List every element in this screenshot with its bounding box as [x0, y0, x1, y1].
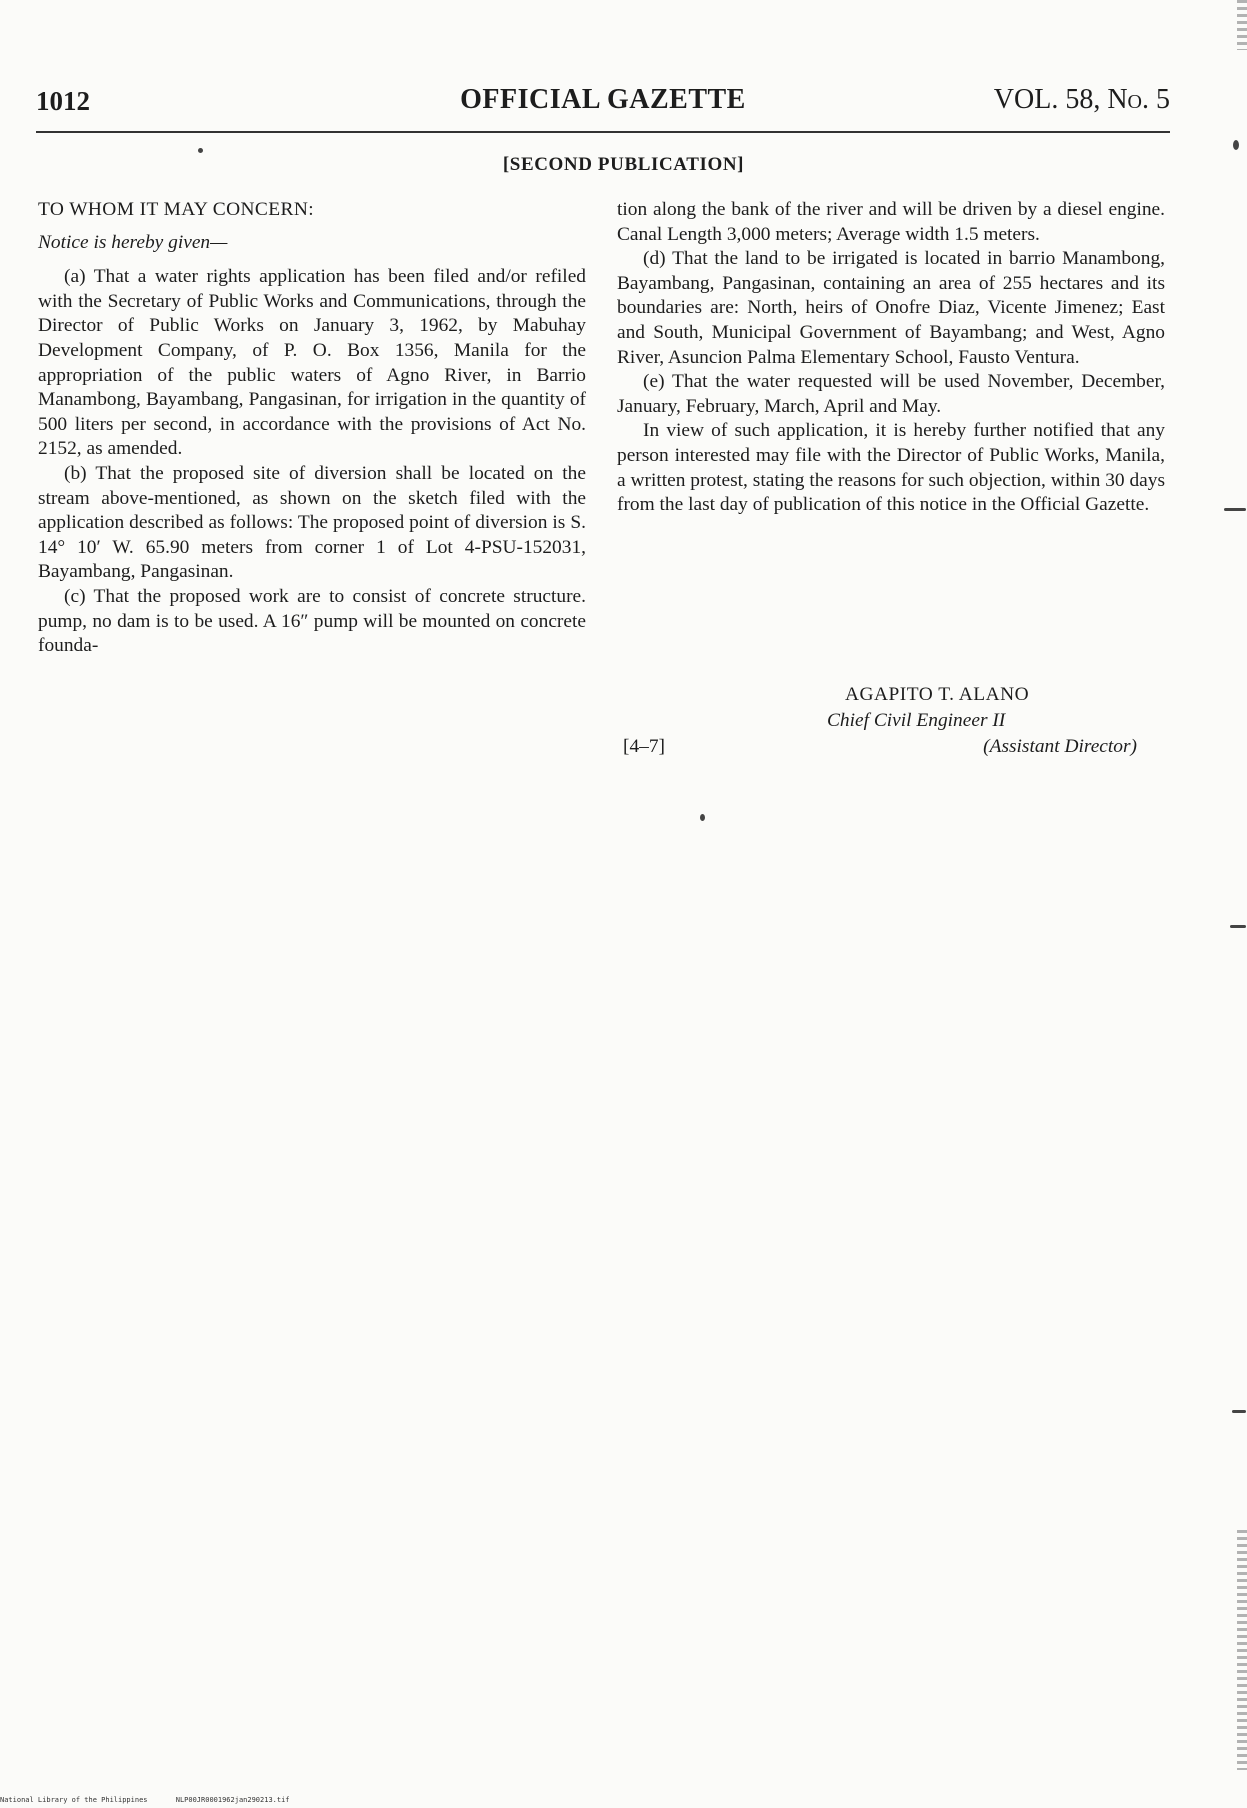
page-header: [36, 78, 1170, 122]
paragraph-d: (d) That the land to be irrigated is located in barrio Manambong, Bayambang, Pangasinan, containing an area of 255 hectares and its boundaries are: North, heirs of Onofre Diaz, Vicente Jimenez; East and South, Municipal Government of Bayambang; and West, Agno River, Asuncion Palma Elementary School, Fausto Ventura.: [617, 248, 1165, 368]
scan-speck: [198, 148, 203, 153]
closing-paragraph: In view of such application, it is hereby further notified that any person interested may file with the Director of Public Works, Manila, a written protest, stating the reasons for such objection, within 30 days from the last day of publication of this notice in the Official Gazette.: [617, 420, 1165, 516]
scan-footer: [0, 1796, 314, 1804]
footer-library: National Library of the Philippines: [0, 1796, 148, 1804]
issue-range: [4–7]: [623, 736, 666, 757]
signatory-subtitle: (Assistant Director): [983, 736, 1137, 757]
volume-number: VOL. 58, No. 5: [993, 84, 1170, 115]
publication-title: OFFICIAL GAZETTE: [460, 84, 746, 115]
paragraph-c-part1: (c) That the proposed work are to consist of concrete structure. pump, no dam is to be used. A 16″ pump will be mounted on concrete founda-: [38, 585, 586, 657]
paragraph-a: (a) That a water rights application has been filed and/or refiled with the Secretary of Public Works and Communications, through the Director of Public Works on January 3, 1962, by Mabuhay Development Company, of P. O. Box 1356, Manila for the appropriation of the public waters of Agno River, in Barrio Manambong, Bayambang, Pangasinan, for irrigation in the quantity of 500 liters per second, in accordance with the provisions of Act No. 2152, as amended.: [38, 266, 586, 460]
salutation: TO WHOM IT MAY CONCERN:: [38, 199, 315, 220]
scan-edge-mark: [1237, 0, 1247, 50]
right-column: [617, 198, 1165, 518]
paragraph-c-part2: tion along the bank of the river and will be driven by a diesel engine. Canal Length 3,000 meters; Average width 1.5 meters.: [617, 199, 1165, 245]
scan-speck: [1224, 508, 1246, 511]
scan-speck: [1232, 1410, 1246, 1413]
scan-speck: [1230, 925, 1246, 928]
scan-speck: [700, 814, 705, 821]
notice-intro: Notice is hereby given—: [38, 231, 228, 253]
footer-filename: NLP00JR0001962jan290213.tif: [175, 1796, 290, 1804]
paragraph-e: (e) That the water requested will be used November, December, January, February, March, April and May.: [617, 371, 1165, 417]
signatory-name: AGAPITO T. ALANO: [845, 684, 1030, 705]
left-column: [38, 198, 586, 659]
page-number: 1012: [36, 86, 90, 116]
header-rule: [36, 131, 1170, 133]
signatory-title: Chief Civil Engineer II: [827, 710, 1006, 731]
paragraph-b: (b) That the proposed site of diversion shall be located on the stream above-mentioned, as shown on the sketch filed with the application described as follows: The proposed point of diversion is S. 14° 10′ W. 65.90 meters from corner 1 of Lot 4-PSU-152031, Bayambang, Pangasinan.: [38, 462, 586, 583]
publication-note: [SECOND PUBLICATION]: [502, 154, 745, 175]
scan-edge-mark: [1237, 1530, 1247, 1770]
scan-speck: [1233, 140, 1239, 150]
